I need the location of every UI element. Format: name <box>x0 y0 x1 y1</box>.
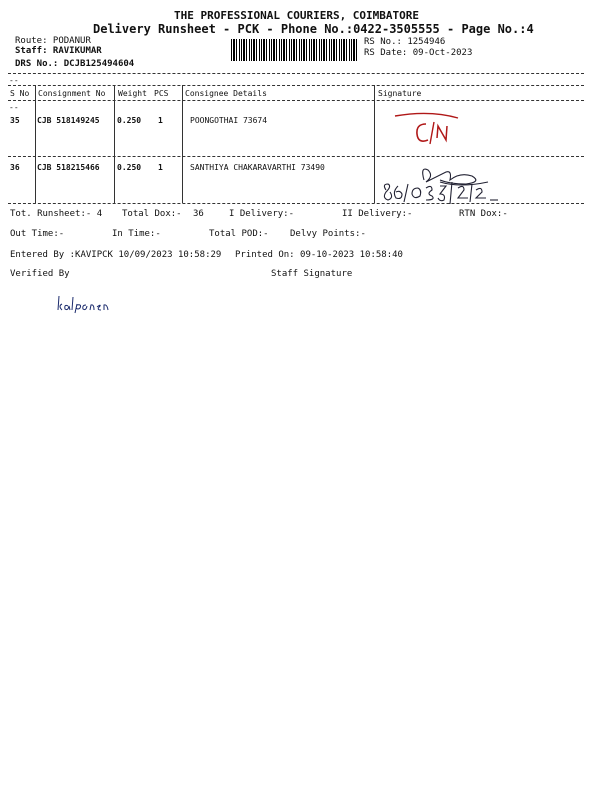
handwritten-signature-mark <box>380 162 530 206</box>
rs-number: RS No.: 1254946 <box>364 37 446 47</box>
ii-delivery: II Delivery:- <box>342 209 413 219</box>
barcode-image <box>231 39 359 61</box>
total-pod: Total POD:- <box>209 229 269 239</box>
divider-top <box>8 73 584 74</box>
handwritten-verifier-name <box>56 294 116 314</box>
total-dox-value: 36 <box>193 209 204 219</box>
runsheet-subtitle: Delivery Runsheet - PCK - Phone No.:0422-3505555 - Page No.:4 <box>93 22 534 36</box>
i-delivery: I Delivery:- <box>229 209 295 219</box>
table-row-sno: 36 <box>10 163 20 172</box>
in-time: In Time:- <box>112 229 161 239</box>
handwritten-cn-mark <box>390 108 470 148</box>
col-header-weight: Weight <box>118 89 147 98</box>
table-row-consignment: CJB 518215466 <box>37 163 100 172</box>
col-header-pcs: PCS <box>154 89 169 98</box>
col-header-sno: S No <box>10 89 30 98</box>
table-row-consignee: POONGOTHAI 73674 <box>190 116 268 125</box>
col-divider-3 <box>182 85 183 203</box>
col-divider-2 <box>114 85 115 203</box>
col-divider-1 <box>35 85 36 203</box>
entered-by: Entered By :KAVIPCK 10/09/2023 10:58:29 <box>10 250 222 260</box>
delvy-points: Delvy Points:- <box>290 229 366 239</box>
table-stub-bottom: -- <box>9 103 19 112</box>
out-time: Out Time:- <box>10 229 65 239</box>
col-header-consignment: Consignment No <box>38 89 106 98</box>
divider-header-top <box>8 85 584 86</box>
divider-header-bottom <box>8 100 584 101</box>
table-row-pcs: 1 <box>158 116 163 125</box>
table-row-pcs: 1 <box>158 163 163 172</box>
table-row-weight: 0.250 <box>117 163 142 172</box>
col-header-signature: Signature <box>378 89 422 98</box>
total-dox-label: Total Dox:- <box>122 209 182 219</box>
staff-signature: Staff Signature <box>271 269 353 279</box>
table-row-sno: 35 <box>10 116 20 125</box>
company-title: THE PROFESSIONAL COURIERS, COIMBATORE <box>174 9 420 22</box>
table-row-consignment: CJB 518149245 <box>37 116 100 125</box>
route-label: Route: PODANUR <box>15 36 91 46</box>
col-header-consignee: Consignee Details <box>185 89 267 98</box>
col-divider-4 <box>374 85 375 203</box>
rs-date: RS Date: 09-Oct-2023 <box>364 48 473 58</box>
printed-on: Printed On: 09-10-2023 10:58:40 <box>235 250 403 260</box>
table-row-consignee: SANTHIYA CHAKARAVARTHI 73490 <box>190 163 325 172</box>
staff-label: Staff: RAVIKUMAR <box>15 46 102 56</box>
divider-row-1 <box>8 156 584 157</box>
table-stub-top: -- <box>9 76 19 85</box>
table-row-weight: 0.250 <box>117 116 142 125</box>
total-runsheet: Tot. Runsheet:- 4 <box>10 209 103 219</box>
rtn-dox: RTN Dox:- <box>459 209 508 219</box>
verified-by: Verified By <box>10 269 70 279</box>
divider-bottom <box>8 203 584 204</box>
drs-number: DRS No.: DCJB125494604 <box>15 59 135 69</box>
